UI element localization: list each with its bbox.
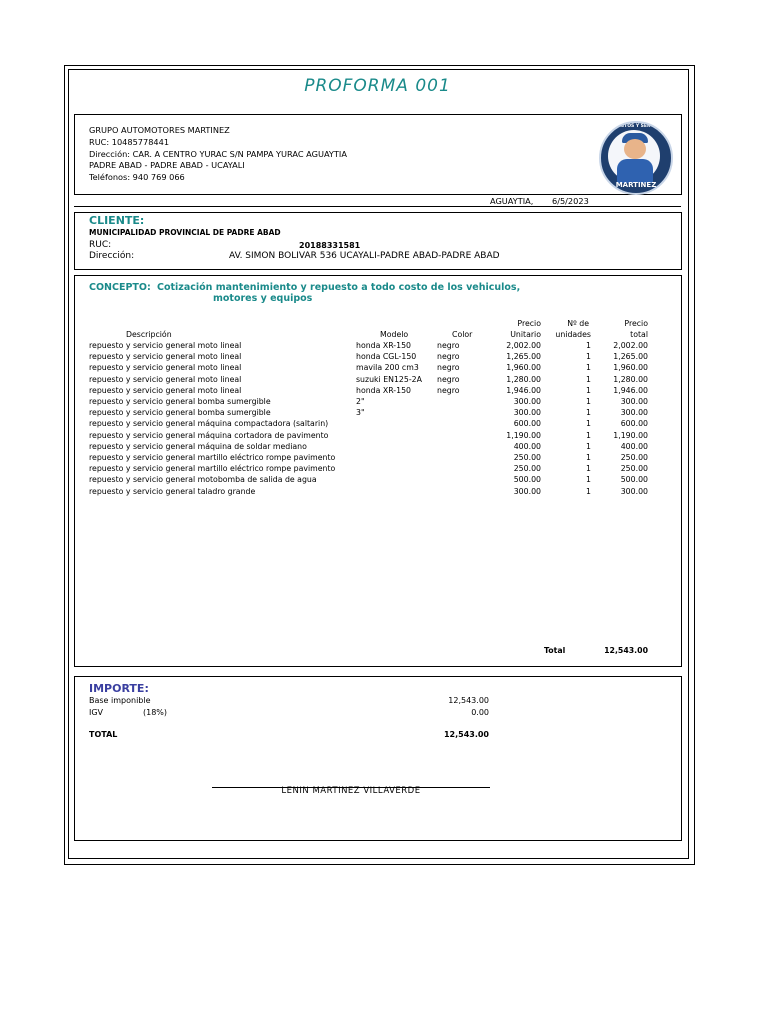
table-header-row-2: [75, 329, 681, 340]
table-row: [75, 374, 681, 385]
client-box: [74, 212, 682, 270]
row-description: repuesto y servicio general motobomba de salida de agua: [89, 475, 317, 485]
table-row: [75, 340, 681, 351]
company-logo: [599, 121, 673, 195]
company-location: PADRE ABAD - PADRE ABAD - UCAYALI: [89, 160, 245, 170]
row-unit-price: 250.00: [513, 464, 541, 474]
row-color: negro: [437, 374, 460, 384]
header-model: Modelo: [380, 330, 409, 339]
row-units: 1: [586, 419, 591, 429]
row-units: 1: [586, 453, 591, 462]
row-units: 1: [586, 441, 591, 451]
row-description: repuesto y servicio general martillo eléctrico rompe pavimento: [89, 464, 336, 474]
row-total-price: 1,265.00: [613, 352, 648, 362]
row-description: repuesto y servicio general moto lineal: [89, 374, 242, 384]
row-total-price: 1,280.00: [613, 374, 648, 384]
row-unit-price: 1,190.00: [506, 430, 541, 440]
row-unit-price: 600.00: [513, 419, 541, 429]
company-info-box: [74, 114, 682, 195]
row-unit-price: 2,002.00: [506, 341, 541, 350]
row-color: negro: [437, 352, 460, 362]
row-description: repuesto y servicio general bomba sumergible: [89, 397, 271, 406]
table-row: [75, 362, 681, 373]
table-row: [75, 396, 681, 407]
row-model: honda CGL-150: [356, 352, 417, 362]
row-total-price: 500.00: [620, 475, 648, 485]
row-total-price: 250.00: [620, 464, 648, 474]
table-row: [75, 463, 681, 474]
row-total-price: 1,190.00: [613, 430, 648, 440]
row-total-price: 300.00: [620, 408, 648, 418]
date-divider: [74, 206, 681, 207]
row-description: repuesto y servicio general máquina de soldar mediano: [89, 441, 307, 451]
row-unit-price: 300.00: [513, 397, 541, 406]
table-row: [75, 407, 681, 418]
row-total-price: 600.00: [620, 419, 648, 429]
header-units-line1: Nº de: [567, 319, 589, 328]
row-model: suzuki EN125-2A: [356, 374, 422, 384]
row-color: negro: [437, 385, 460, 395]
table-row: [75, 486, 681, 497]
header-units-line2: unidades: [555, 330, 591, 339]
row-color: negro: [437, 341, 460, 350]
document-title: PROFORMA 001: [304, 76, 451, 96]
row-total-price: 300.00: [620, 397, 648, 406]
company-ruc: RUC: 10485778441: [89, 137, 170, 147]
items-total-value: 12,543.00: [604, 646, 648, 655]
row-unit-price: 300.00: [513, 486, 541, 496]
header-description: Descripción: [126, 330, 172, 339]
table-row: [75, 430, 681, 441]
concept-text-line2: motores y equipos: [213, 293, 313, 304]
date-city: AGUAYTIA,: [490, 196, 534, 206]
row-total-price: 400.00: [620, 441, 648, 451]
row-units: 1: [586, 475, 591, 485]
table-row: [75, 441, 681, 452]
base-label: Base imponible: [89, 696, 151, 705]
row-unit-price: 300.00: [513, 408, 541, 418]
logo-body: [617, 159, 653, 183]
concept-label: CONCEPTO:: [89, 282, 151, 293]
row-unit-price: 1,265.00: [506, 352, 541, 362]
header-total-price-line1: Precio: [624, 319, 648, 328]
row-unit-price: 1,280.00: [506, 374, 541, 384]
logo-face: [624, 139, 646, 159]
items-total-label: Total: [544, 646, 566, 655]
igv-label: IGV: [89, 708, 104, 717]
row-units: 1: [586, 385, 591, 395]
client-address-label: Dirección:: [89, 251, 135, 261]
row-units: 1: [586, 464, 591, 474]
row-description: repuesto y servicio general moto lineal: [89, 352, 242, 362]
igv-rate: (18%): [143, 708, 168, 717]
header-total-price-line2: total: [630, 330, 648, 339]
row-total-price: 300.00: [620, 486, 648, 496]
row-units: 1: [586, 374, 591, 384]
row-model: 2": [356, 397, 365, 406]
row-unit-price: 400.00: [513, 441, 541, 451]
row-units: 1: [586, 486, 591, 496]
igv-value: 0.00: [471, 708, 489, 717]
row-units: 1: [586, 430, 591, 440]
importe-box: [74, 676, 682, 841]
row-color: negro: [437, 363, 460, 373]
row-model: honda XR-150: [356, 385, 411, 395]
row-total-price: 2,002.00: [613, 341, 648, 350]
importe-total-value: 12,543.00: [443, 730, 489, 739]
table-row: [75, 385, 681, 396]
row-units: 1: [586, 352, 591, 362]
logo-text-top: REPUESTOS Y SERVICIOS: [604, 124, 668, 129]
client-ruc-label: RUC:: [89, 240, 112, 250]
table-row: [75, 418, 681, 429]
client-address-value: AV. SIMON BOLIVAR 536 UCAYALI-PADRE ABAD-PADRE ABAD: [229, 251, 500, 261]
row-description: repuesto y servicio general bomba sumergible: [89, 408, 271, 418]
company-phones: Teléfonos: 940 769 066: [89, 172, 185, 182]
row-total-price: 1,946.00: [613, 385, 648, 395]
importe-heading: IMPORTE:: [89, 682, 149, 695]
table-row: [75, 351, 681, 362]
row-units: 1: [586, 363, 591, 373]
row-description: repuesto y servicio general moto lineal: [89, 385, 242, 395]
header-unit-price-line2: Unitario: [510, 330, 541, 339]
concept-text-line1: Cotización mantenimiento y repuesto a todo costo de los vehiculos,: [157, 282, 521, 293]
row-units: 1: [586, 408, 591, 418]
row-description: repuesto y servicio general moto lineal: [89, 341, 242, 350]
row-total-price: 1,960.00: [613, 363, 648, 373]
client-name: MUNICIPALIDAD PROVINCIAL DE PADRE ABAD: [89, 228, 281, 237]
importe-total-label: TOTAL: [89, 730, 118, 739]
row-unit-price: 500.00: [513, 475, 541, 485]
items-total-row: [75, 645, 681, 656]
table-row: [75, 474, 681, 485]
row-units: 1: [586, 341, 591, 350]
row-model: mavila 200 cm3: [356, 363, 419, 373]
company-address: Dirección: CAR. A CENTRO YURAC S/N PAMPA YURAC AGUAYTIA: [89, 149, 347, 159]
client-ruc-value: 20188331581: [299, 241, 361, 250]
row-description: repuesto y servicio general moto lineal: [89, 363, 242, 373]
row-unit-price: 250.00: [513, 453, 541, 462]
row-model: honda XR-150: [356, 341, 411, 350]
header-color: Color: [452, 330, 473, 339]
date-value: 6/5/2023: [552, 196, 589, 206]
base-value: 12,543.00: [448, 696, 489, 705]
row-units: 1: [586, 397, 591, 406]
client-heading: CLIENTE:: [89, 214, 145, 227]
row-description: repuesto y servicio general máquina compactadora (saltarin): [89, 419, 329, 429]
table-row: [75, 452, 681, 463]
concept-box: [74, 275, 682, 667]
logo-text-bottom: MARTINEZ: [615, 181, 657, 189]
header-unit-price-line1: Precio: [517, 319, 541, 328]
row-unit-price: 1,946.00: [506, 385, 541, 395]
row-model: 3": [356, 408, 365, 418]
row-description: repuesto y servicio general martillo eléctrico rompe pavimento: [89, 453, 336, 462]
row-total-price: 250.00: [620, 453, 648, 462]
row-description: repuesto y servicio general máquina cortadora de pavimento: [89, 430, 329, 440]
table-header-row-1: [75, 318, 681, 329]
row-unit-price: 1,960.00: [506, 363, 541, 373]
company-name: GRUPO AUTOMOTORES MARTINEZ: [89, 125, 230, 135]
signature-name: LENIN MARTINEZ VILLAVERDE: [281, 786, 421, 796]
row-description: repuesto y servicio general taladro grande: [89, 486, 256, 496]
